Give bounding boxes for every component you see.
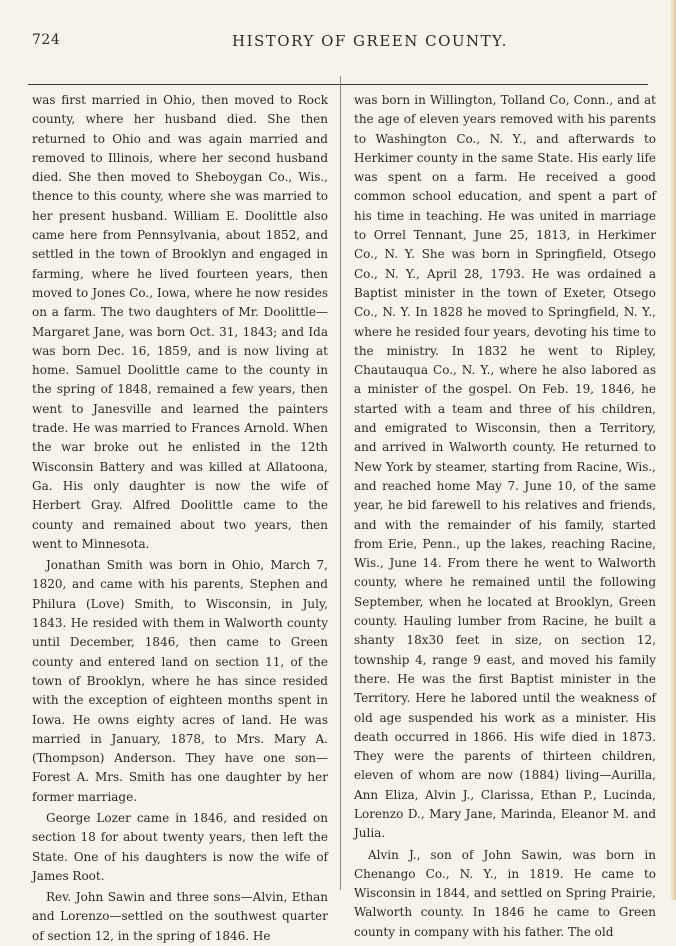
paragraph: George Lozer came in 1846, and resided on section 18 for about twenty years, then left the State. One of his daughters is now the wife of James Root.: [32, 810, 328, 883]
running-title: HISTORY OF GREEN COUNTY.: [232, 32, 508, 50]
left-column: [32, 91, 328, 946]
page-number: 724: [32, 32, 61, 48]
paragraph: Jonathan Smith was born in Ohio, March 7, 1820, and came with his parents, Stephen and Philura (Love) Smith, to Wisconsin, in July, 1843. He resided with them in Walworth county until December, 1846, then came to Green county and entered land on section 11, of the town of Brooklyn, where he has since resided with the exception of eighteen months spent in Iowa. He owns eighty acres of land. He was married in January, 1878, to Mrs. Mary A. (Thompson) Anderson. They have one son—Forest A. Mrs. Smith has one daughter by her former marriage.: [32, 558, 328, 804]
paragraph: Rev. John Sawin and three sons—Alvin, Ethan and Lorenzo—settled on the southwest quarter of section 12, in the spring of 1846. He: [32, 890, 328, 943]
column-divider: [340, 76, 341, 890]
right-column: [354, 91, 656, 942]
page-edge: [670, 0, 676, 900]
paragraph: was first married in Ohio, then moved to Rock county, where her husband died. She then returned to Ohio and was again married and removed to Illinois, where her second husband died. She then moved to Sheboygan Co., Wis., thence to this county, where she was married to her present husband. William E. Doolittle also came here from Pennsylvania, about 1852, and settled in the town of Brooklyn and engaged in farming, where he lived fourteen years, then moved to Jones Co., Iowa, where he now resides on a farm. The two daughters of Mr. Doolittle—Margaret Jane, was born Oct. 31, 1843; and Ida was born Dec. 16, 1859, and is now living at home. Samuel Doolittle came to the county in the spring of 1848, remained a few years, then went to Janesville and learned the painters trade. He was married to Frances Arnold. When the war broke out he enlisted in the 12th Wisconsin Battery and was killed at Allatoona, Ga. His only daughter is now the wife of Herbert Gray. Alfred Doolittle came to the county and remained about two years, then went to Minnesota.: [32, 93, 328, 551]
paragraph: Alvin J., son of John Sawin, was born in Chenango Co., N. Y., in 1819. He came to Wisconsin in 1844, and settled on Spring Prairie, Walworth county. In 1846 he came to Green county in company with his father. The old: [354, 847, 656, 939]
page-header: [32, 32, 654, 54]
paragraph: was born in Willington, Tolland Co, Conn., and at the age of eleven years removed with his parents to Washington Co., N. Y., and afterwards to Herkimer county in the same State. His early life was spent on a farm. He received a good common school education, and spent a part of his time in teaching. He was united in marriage to Orrel Tennant, June 25, 1813, in Herkimer Co., N. Y. She was born in Springfield, Otsego Co., N. Y., April 28, 1793. He was ordained a Baptist minister in the town of Exeter, Otsego Co., N. Y. In 1828 he moved to Springfield, N. Y., where he resided four years, devoting his time to the ministry. In 1832 he went to Ripley, Chautauqua Co., N. Y., where he also labored as a minister of the gospel. On Feb. 19, 1846, he started with a team and three of his children, and emigrated to Wisconsin, then a Territory, and arrived in Walworth county. He returned to New York by steamer, starting from Racine, Wis., and reached home May 7. June 10, of the same year, he bid farewell to his relatives and friends, and with the remainder of his family, started from Erie, Penn., up the lakes, reaching Racine, Wis., June 14. From there he went to Walworth county, where he remained until the following September, when he located at Brooklyn, Green county. Hauling lumber from Racine, he built a shanty 18x30 feet in size, on section 12, township 4, range 9 east, and moved his family there. He was the first Baptist minister in the Territory. Here he labored until the weakness of old age suspended his work as a minister. His death occurred in 1866. His wife died in 1873. They were the parents of thirteen children, eleven of whom are now (1884) living—Aurilla, Ann Eliza, Alvin J., Clarissa, Ethan P., Lucinda, Lorenzo D., Mary Jane, Marinda, Eleanor M. and Julia.: [354, 93, 656, 841]
header-rule: [28, 84, 648, 85]
